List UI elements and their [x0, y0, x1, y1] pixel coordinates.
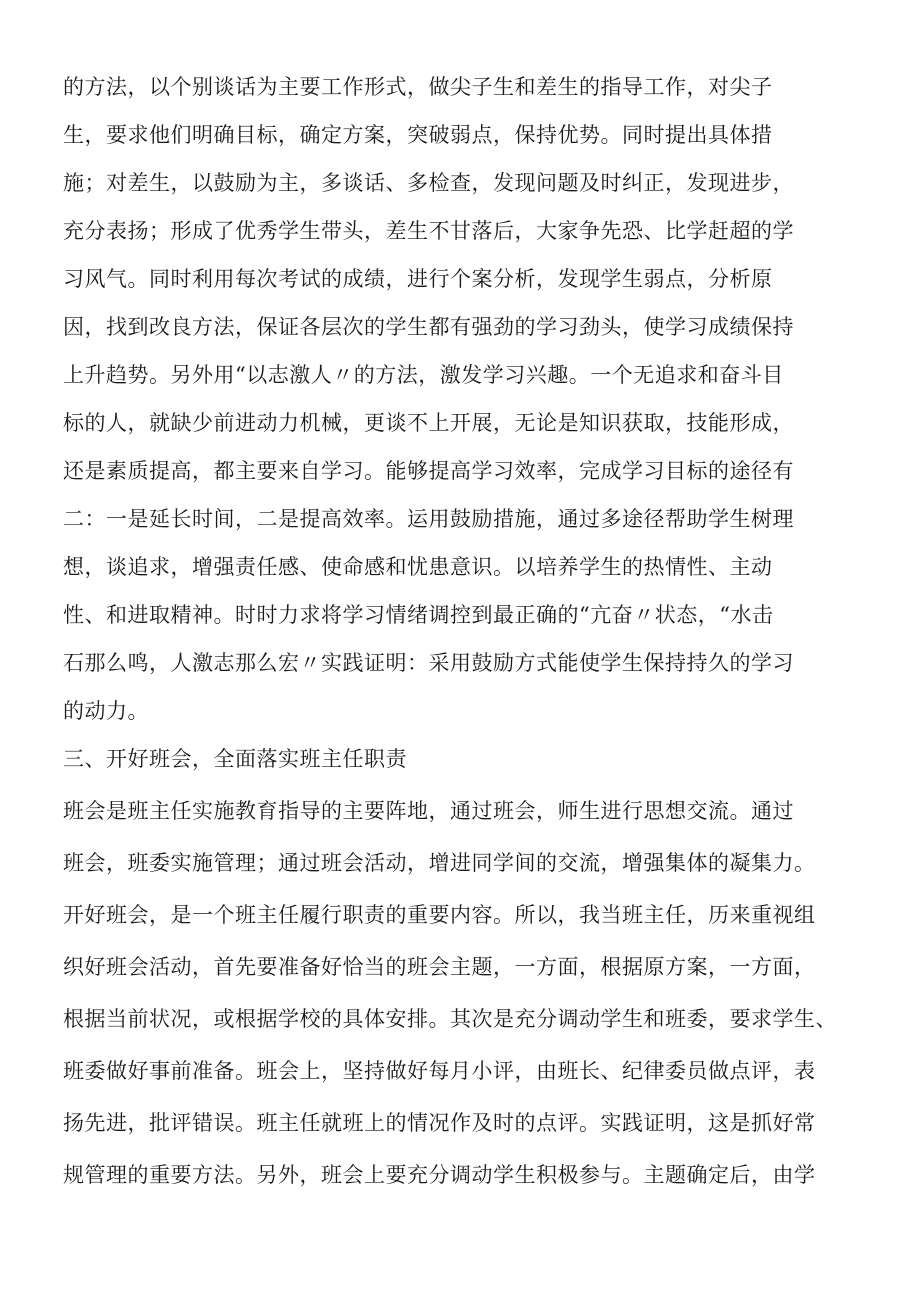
paragraph-line: 的动力。	[63, 699, 149, 723]
paragraph-line: 班会是班主任实施教育指导的主要阵地，通过班会，师生进行思想交流。通过	[63, 799, 794, 823]
paragraph-line: 性、和进取精神。时时力求将学习情绪调控到最正确的“亢奋〃状态，“水击	[63, 603, 774, 627]
paragraph-line: 因，找到改良方法，保证各层次的学生都有强劲的学习劲头，使学习成绩保持	[63, 315, 794, 339]
section-heading: 三、开好班会，全面落实班主任职责	[63, 747, 407, 771]
paragraph-line: 还是素质提高，都主要来自学习。能够提高学习效率，完成学习目标的途径有	[63, 459, 794, 483]
paragraph-line: 上升趋势。另外用“以志激人〃的方法，激发学习兴趣。一个无追求和奋斗目	[63, 363, 784, 387]
paragraph-line: 扬先进，批评错误。班主任就班上的情况作及时的点评。实践证明，这是抓好常	[63, 1111, 816, 1135]
paragraph-line: 规管理的重要方法。另外，班会上要充分调动学生积极参与。主题确定后，由学	[63, 1163, 816, 1187]
paragraph-line: 二：一是延长时间，二是提高效率。运用鼓励措施，通过多途径帮助学生树理	[63, 507, 794, 531]
paragraph-line: 标的人，就缺少前进动力机械，更谈不上开展，无论是知识获取，技能形成，	[63, 411, 794, 435]
paragraph-line: 充分表扬；形成了优秀学生带头，差生不甘落后，大家争先恐、比学赶超的学	[63, 219, 794, 243]
paragraph-line: 石那么鸣，人激志那么宏〃实践证明：采用鼓励方式能使学生保持持久的学习	[63, 651, 794, 675]
paragraph-line: 开好班会，是一个班主任履行职责的重要内容。所以，我当班主任，历来重视组	[63, 903, 816, 927]
paragraph-line: 根据当前状况，或根据学校的具体安排。其次是充分调动学生和班委，要求学生、	[63, 1007, 837, 1031]
paragraph-line: 班会，班委实施管理；通过班会活动，增进同学间的交流，增强集体的凝集力。	[63, 851, 816, 875]
paragraph-line: 施；对差生，以鼓励为主，多谈话、多检查，发现问题及时纠正，发现进步，	[63, 171, 794, 195]
paragraph-line: 织好班会活动，首先要准备好恰当的班会主题，一方面，根据原方案，一方面，	[63, 955, 816, 979]
paragraph-line: 班委做好事前准备。班会上，坚持做好每月小评，由班长、纪律委员做点评，表	[63, 1059, 816, 1083]
paragraph-line: 的方法，以个别谈话为主要工作形式，做尖子生和差生的指导工作，对尖子	[63, 75, 773, 99]
paragraph-line: 想，谈追求，增强责任感、使命感和忧患意识。以培养学生的热情性、主动	[63, 555, 773, 579]
paragraph-line: 习风气。同时利用每次考试的成绩，进行个案分析，发现学生弱点，分析原	[63, 267, 773, 291]
paragraph-line: 生，要求他们明确目标，确定方案，突破弱点，保持优势。同时提出具体措	[63, 123, 773, 147]
